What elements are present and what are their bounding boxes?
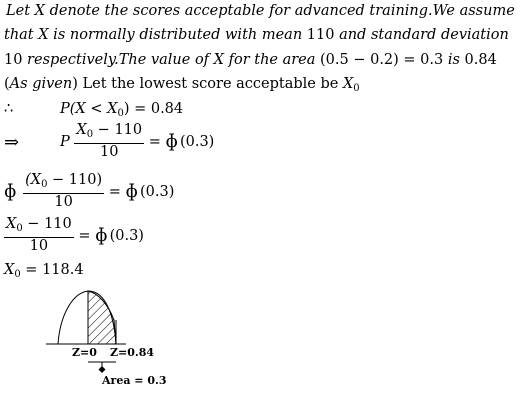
- equation-4: $\frac{X_0 - 110}{10}$ = ɸ (0.3): [6, 216, 144, 254]
- text-line-4: (As given) Let the lowest score acceptable be $X_0$: [4, 76, 360, 94]
- result-line: $X_0 = 118.4$: [4, 262, 84, 280]
- equation-3: ɸ $\frac{(X_0 - 110)}{10}$ = ɸ (0.3): [4, 172, 175, 210]
- therefore-symbol: ∴: [4, 101, 14, 117]
- text-line-2: that X is normally distributed with mean 110 and standard deviation: [4, 27, 509, 43]
- text-line-3: 10 respectively.The value of X for the area (0.5 − 0.2) = 0.3 is 0.84: [4, 52, 497, 68]
- z84-label: Z=0.84: [110, 346, 155, 359]
- z0-label: Z=0: [72, 346, 97, 359]
- implies-symbol: ⇒: [4, 132, 20, 153]
- equation-1: $P(X < X_0) = 0.84$: [60, 101, 184, 119]
- area-label: Area = 0.3: [102, 374, 167, 387]
- area-arrow-icon: [99, 366, 106, 373]
- text-line-1: Let X denote the scores acceptable for advanced training.We assume: [6, 3, 515, 19]
- equation-2: P $\frac{X_0 - 110}{10}$ = ɸ (0.3): [60, 122, 215, 160]
- normal-curve: [58, 291, 116, 344]
- shaded-region: [88, 291, 116, 344]
